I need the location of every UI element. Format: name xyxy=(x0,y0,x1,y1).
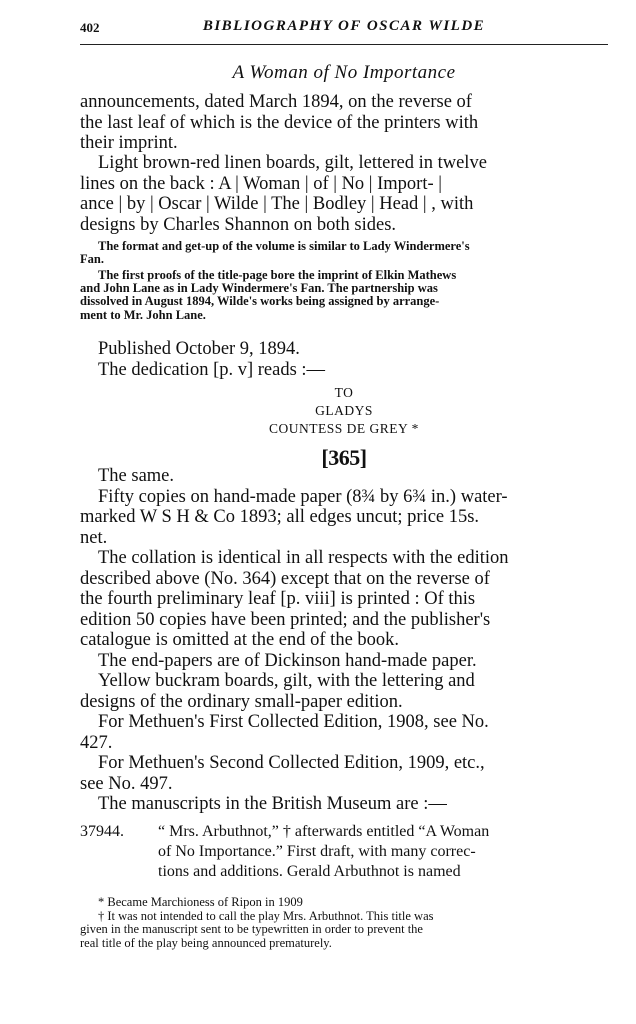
footnote-line: given in the manuscript sent to be typewritten in order to prevent the xyxy=(80,922,423,936)
dedication-line: TO xyxy=(334,385,354,400)
paragraph-published xyxy=(80,339,608,380)
text-line: marked W S H & Co 1893; all edges uncut; price 15s. xyxy=(80,507,480,527)
book-title: BIBLIOGRAPHY OF OSCAR WILDE xyxy=(202,18,486,34)
entry-body xyxy=(80,466,608,815)
note-proofs xyxy=(80,269,608,322)
text-line: designs of the ordinary small-paper edition. xyxy=(80,691,403,712)
note-line: dissolved in August 1894, Wilde's works being assigned by arrange- xyxy=(80,294,440,309)
header-rule xyxy=(80,44,608,45)
entry-number: [365] xyxy=(321,445,367,470)
dedication xyxy=(80,384,608,438)
note-line: ment to Mr. John Lane. xyxy=(80,307,206,322)
section-title: A Woman of No Importance xyxy=(232,62,456,83)
manuscript-line: “ Mrs. Arbuthnot,” † afterwards entitled “A Woman xyxy=(158,823,490,840)
note-line: Fan. xyxy=(80,252,104,267)
dedication-line: GLADYS xyxy=(315,403,373,418)
text-line: lines on the back : A | Woman | of | No | Import- | xyxy=(80,173,442,194)
text-line: The manuscripts in the British Museum are :— xyxy=(98,794,447,814)
text-line: Fifty copies on hand-made paper (8¾ by 6¾ in.) water- xyxy=(98,486,508,507)
note-format xyxy=(80,240,608,266)
note-line: The format and get-up of the volume is similar to Lady Windermere's xyxy=(98,239,470,253)
text-line: Published October 9, 1894. xyxy=(98,339,300,359)
footnotes xyxy=(80,896,608,950)
text-line: the last leaf of which is the device of the printers with xyxy=(80,112,479,133)
note-line: and John Lane as in Lady Windermere's Fan. The partnership was xyxy=(80,281,438,296)
text-line: For Methuen's First Collected Edition, 1908, see No. xyxy=(98,712,489,732)
text-line: The collation is identical in all respects with the edition xyxy=(98,548,509,568)
text-line: ance | by | Oscar | Wilde | The | Bodley | Head | , with xyxy=(80,194,474,214)
manuscript-line: of No Importance.” First draft, with many correc- xyxy=(158,843,476,860)
text-line: Yellow buckram boards, gilt, with the lettering and xyxy=(98,671,475,691)
manuscript-number: 37944. xyxy=(80,823,124,840)
text-line: described above (No. 364) except that on the reverse of xyxy=(80,568,490,589)
text-line: their imprint. xyxy=(80,133,178,153)
text-line: net. xyxy=(80,527,108,548)
text-line: see No. 497. xyxy=(80,773,173,794)
text-line: the fourth preliminary leaf [p. viii] is printed : Of this xyxy=(80,589,476,609)
paragraph-binding xyxy=(80,153,608,235)
dedication-line: COUNTESS DE GREY * xyxy=(269,421,419,436)
page-number: 402 xyxy=(80,20,100,35)
manuscript-line: tions and additions. Gerald Arbuthnot is named xyxy=(158,863,461,880)
text-line: announcements, dated March 1894, on the reverse of xyxy=(80,92,472,112)
footnote-line: real title of the play being announced prematurely. xyxy=(80,935,332,950)
footnote-line: * Became Marchioness of Ripon in 1909 xyxy=(98,895,303,909)
text-line: For Methuen's Second Collected Edition, 1909, etc., xyxy=(98,753,485,773)
text-line: 427. xyxy=(80,732,113,753)
text-line: The end-papers are of Dickinson hand-made paper. xyxy=(98,650,477,671)
manuscript-entry xyxy=(80,822,608,882)
footnote-line: † It was not intended to call the play Mrs. Arbuthnot. This title was xyxy=(98,908,434,923)
text-line: catalogue is omitted at the end of the book. xyxy=(80,630,400,650)
text-line: The dedication [p. v] reads :— xyxy=(98,359,326,380)
text-line: edition 50 copies have been printed; and the publisher's xyxy=(80,609,491,630)
note-line: The first proofs of the title-page bore the imprint of Elkin Mathews xyxy=(98,268,457,282)
paragraph-announcements xyxy=(80,92,608,154)
text-line: The same. xyxy=(98,466,175,486)
running-head xyxy=(80,18,608,40)
text-line: designs by Charles Shannon on both sides. xyxy=(80,214,397,235)
text-line: Light brown-red linen boards, gilt, lettered in twelve xyxy=(98,153,487,173)
